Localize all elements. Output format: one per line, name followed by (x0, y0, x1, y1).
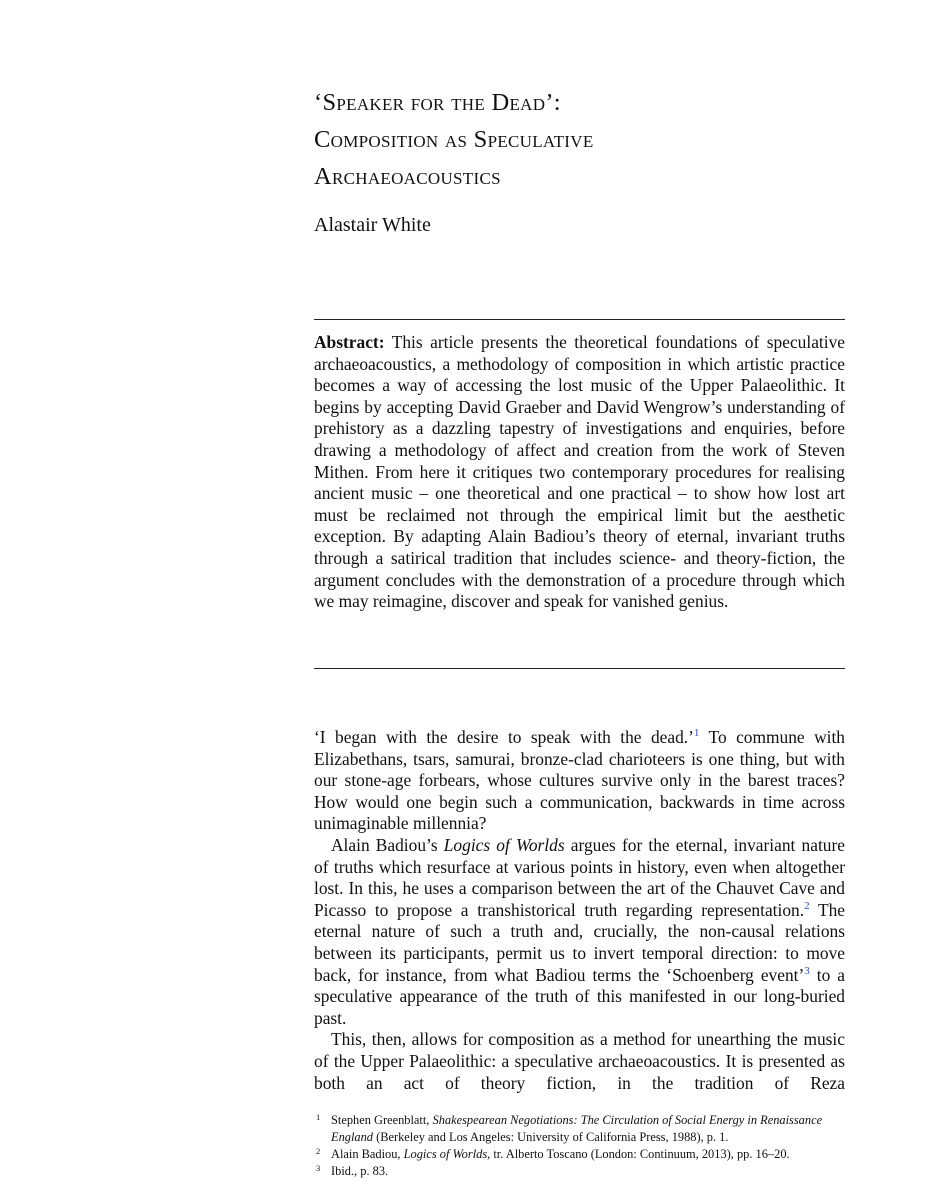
book-title-logics-of-worlds: Logics of Worlds (443, 834, 565, 855)
paragraph-3: This, then, allows for composition as a method for unearthing the music of the Upper Palaeolithic: a speculative archaeoacoustics. It is presented as both an act of theory fiction, in the tradition of Reza (314, 1029, 845, 1093)
footnote-text: Ibid., p. 83. (331, 1164, 389, 1178)
paragraph-2-text-a: Alain Badiou’s (331, 834, 444, 855)
footnote-text: (Berkeley and Los Angeles: University of California Press, 1988), p. 1. (373, 1130, 729, 1144)
footnotes (314, 1112, 845, 1180)
footnote-text: Stephen Greenblatt, (331, 1113, 433, 1127)
footnote-number: 2 (316, 1146, 321, 1156)
paragraph-2 (314, 835, 845, 1029)
footnote-3 (314, 1163, 845, 1180)
abstract-label: Abstract: (314, 332, 385, 352)
footnote-2 (314, 1146, 845, 1163)
article-title (314, 84, 845, 195)
footnote-ref-3[interactable]: 3 (804, 964, 810, 977)
footnote-ref-2[interactable]: 2 (804, 899, 810, 912)
footnote-text: , tr. Alberto Toscano (London: Continuum, 2013), pp. 16–20. (487, 1147, 790, 1161)
title-line-3: Archaeoacoustics (314, 163, 501, 190)
paragraph-1-text: To commune with Elizabethans, tsars, samurai, bronze-clad charioteers is one thing, but with our stone-age forbears, whose cultures survive only in the barest traces? How would one begin such a communication, backwards in time across unimaginable millennia? (314, 727, 845, 834)
footnote-ref-1[interactable]: 1 (693, 727, 700, 739)
opening-quote: ‘I began with the desire to speak with the dead.’ (314, 727, 694, 747)
paragraph-2-text-d: to a speculative appearance of the truth of this manifested in our long-buried past. (314, 964, 845, 1028)
abstract-bottom-rule (314, 668, 845, 669)
abstract-top-rule (314, 319, 845, 320)
footnote-text: Alain Badiou, (331, 1147, 404, 1161)
footnote-1 (314, 1112, 845, 1146)
footnote-italic: Logics of Worlds (403, 1147, 488, 1161)
abstract-text: This article presents the theoretical foundations of speculative archaeoacoustics, a methodology of composition in which artistic practice becomes a way of accessing the lost music of the Upper Palaeolithic. It begins by accepting David Graeber and David Wengrow’s understanding of prehistory as a dazzling tapestry of investigations and enquiries, before drawing a methodology of affect and creation from the work of Steven Mithen. From here it critiques two contemporary procedures for realising ancient music – one theoretical and one practical – to show how lost art must be reclaimed not through the empirical limit but the aesthetic exception. By adapting Alain Badiou’s theory of eternal, invariant truths through a satirical tradition that includes science- and theory-fiction, the argument concludes with the demonstration of a procedure through which we may reimagine, discover and speak for vanished genius. (314, 332, 845, 612)
footnote-number: 1 (316, 1112, 321, 1122)
abstract (314, 332, 845, 613)
title-line-1: ‘Speaker for the Dead’: (314, 89, 561, 116)
paragraph-2-text-b: argues for the eternal, invariant nature of truths which resurface at various points in history, even when altogether lost. In this, he uses a comparison between the art of the Chauvet Cave and Picasso to propose a transhistorical truth regarding representation. (314, 834, 845, 920)
author-name: Alastair White (314, 214, 431, 236)
paragraph-2-text-c: The eternal nature of such a truth and, crucially, the non-causal relations between its participants, permit us to invert temporal direction: to move back, for instance, from what Badiou terms the ‘Schoenberg event’ (314, 899, 845, 985)
footnote-number: 3 (316, 1163, 321, 1173)
title-line-2: Composition as Speculative (314, 126, 594, 153)
footnote-italic: Shakespearean Negotiations: The Circulation of Social Energy in Renaissance England (331, 1113, 823, 1144)
article-body (314, 727, 845, 1094)
paragraph-1 (314, 727, 845, 835)
